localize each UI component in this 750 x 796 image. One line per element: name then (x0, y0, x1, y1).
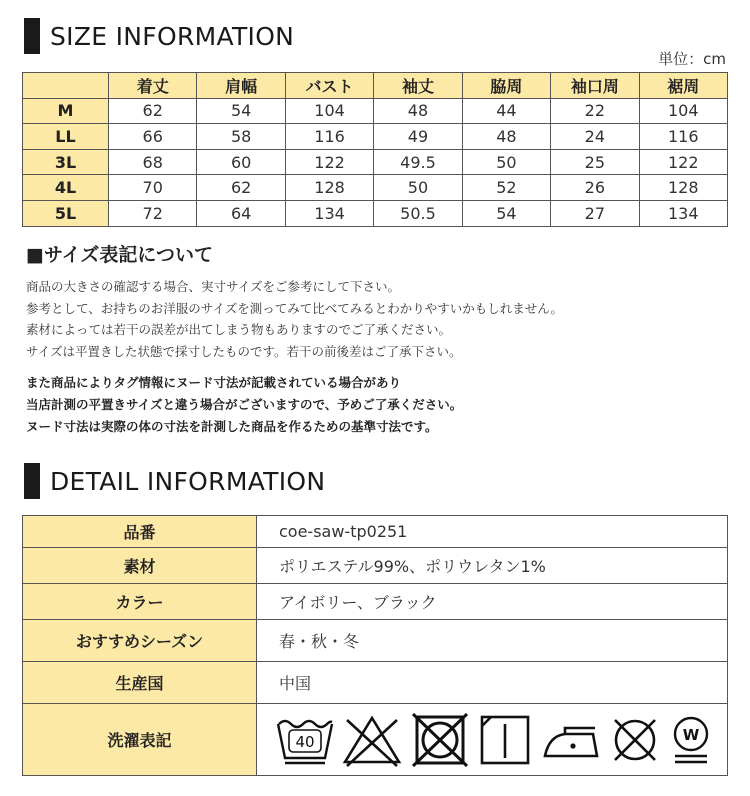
detail-label: 品番 (23, 516, 257, 548)
table-cell: 58 (197, 124, 285, 150)
row-size-label: LL (23, 124, 109, 150)
size-notes-bold (26, 372, 462, 438)
header-cell: 肩幅 (197, 73, 285, 99)
header-cell: 袖丈 (374, 73, 462, 99)
section-bar (24, 18, 40, 54)
detail-label: 生産国 (23, 662, 257, 704)
detail-value: アイボリー、ブラック (257, 584, 728, 620)
detail-section-title: DETAIL INFORMATION (50, 466, 326, 496)
note-line: 素材によっては若干の誤差が出てしまう物もありますのでご了承ください。 (26, 322, 452, 337)
wet-clean-gentle-icon (669, 712, 713, 768)
table-cell: 66 (109, 124, 197, 150)
detail-section-header (24, 463, 325, 499)
table-row (23, 662, 728, 704)
table-cell: 104 (285, 98, 373, 124)
size-notes-title: ■サイズ表記について (26, 244, 214, 266)
table-cell: 122 (285, 149, 373, 175)
table-cell: 64 (197, 200, 285, 226)
table-row (23, 516, 728, 548)
table-cell: 27 (551, 200, 639, 226)
size-section-title: SIZE INFORMATION (50, 21, 295, 51)
table-row (23, 98, 728, 124)
bold-note-line: また商品によりタグ情報にヌード寸法が記載されている場合があり (26, 375, 402, 390)
table-cell: 26 (551, 175, 639, 201)
table-cell: 134 (639, 200, 727, 226)
bold-note-line: 当店計測の平置きサイズと違う場合がございますので、予めご了承ください。 (26, 397, 463, 412)
no-bleach-icon (341, 712, 403, 768)
table-cell: 134 (285, 200, 373, 226)
table-row (23, 548, 728, 584)
table-row (23, 124, 728, 150)
size-table (22, 72, 728, 227)
table-cell: 54 (462, 200, 550, 226)
table-cell: 49 (374, 124, 462, 150)
note-line: 参考として、お持ちのお洋服のサイズを測ってみて比べてみるとわかりやすいかもしれません。 (26, 300, 564, 316)
unit-label: 単位：cm (658, 50, 726, 68)
care-icons (275, 712, 727, 768)
row-size-label: 4L (23, 175, 109, 201)
table-cell: 128 (639, 175, 727, 201)
note-line: サイズは平置きした状態で採寸したものです。若干の前後差はご了承下さい。 (26, 343, 462, 359)
table-cell: 50 (374, 175, 462, 201)
size-table-header (23, 73, 728, 99)
care-icons-cell (257, 704, 728, 776)
iron-low-icon (539, 712, 601, 768)
table-cell: 62 (109, 98, 197, 124)
detail-table (22, 515, 728, 776)
table-cell: 122 (639, 149, 727, 175)
table-cell: 48 (374, 98, 462, 124)
detail-label: 素材 (23, 548, 257, 584)
detail-value: 春・秋・冬 (257, 620, 728, 662)
table-cell: 50 (462, 149, 550, 175)
table-cell: 52 (462, 175, 550, 201)
section-bar (24, 463, 40, 499)
table-cell: 116 (285, 124, 373, 150)
table-cell: 44 (462, 98, 550, 124)
header-cell: 裾周 (639, 73, 727, 99)
table-cell: 48 (462, 124, 550, 150)
detail-value: 中国 (257, 662, 728, 704)
header-cell: 脇周 (462, 73, 550, 99)
size-notes (26, 276, 563, 362)
table-cell: 50.5 (374, 200, 462, 226)
header-cell: 着丈 (109, 73, 197, 99)
detail-label: カラー (23, 584, 257, 620)
bold-note-line: ヌード寸法は実際の体の寸法を計測した商品を作るための基準寸法です。 (26, 419, 438, 434)
size-section-header (24, 18, 294, 54)
table-row (23, 620, 728, 662)
table-cell: 62 (197, 175, 285, 201)
row-size-label: 5L (23, 200, 109, 226)
detail-value: coe-saw-tp0251 (257, 516, 728, 548)
detail-label: おすすめシーズン (23, 620, 257, 662)
table-cell: 22 (551, 98, 639, 124)
table-cell: 25 (551, 149, 639, 175)
wash-40-icon (275, 712, 335, 768)
table-cell: 104 (639, 98, 727, 124)
header-cell: バスト (285, 73, 373, 99)
header-cell: 袖口周 (551, 73, 639, 99)
no-tumble-dry-icon (409, 712, 471, 768)
detail-value: ポリエステル99%、ポリウレタン1% (257, 548, 728, 584)
header-cell (23, 73, 109, 99)
line-dry-shade-icon (477, 712, 533, 768)
table-cell: 54 (197, 98, 285, 124)
table-row (23, 175, 728, 201)
wash-temp-label: 40 (295, 732, 315, 751)
table-row (23, 584, 728, 620)
table-row (23, 704, 728, 776)
table-cell: 68 (109, 149, 197, 175)
table-cell: 70 (109, 175, 197, 201)
wet-clean-label: W (682, 725, 700, 744)
table-row (23, 149, 728, 175)
table-cell: 128 (285, 175, 373, 201)
table-cell: 72 (109, 200, 197, 226)
detail-label: 洗濯表記 (23, 704, 257, 776)
row-size-label: 3L (23, 149, 109, 175)
no-dry-clean-icon (607, 712, 663, 768)
table-cell: 116 (639, 124, 727, 150)
row-size-label: M (23, 98, 109, 124)
note-line: 商品の大きさの確認する場合、実寸サイズをご参考にして下さい。 (26, 279, 401, 294)
table-row (23, 200, 728, 226)
table-cell: 49.5 (374, 149, 462, 175)
table-cell: 24 (551, 124, 639, 150)
table-cell: 60 (197, 149, 285, 175)
